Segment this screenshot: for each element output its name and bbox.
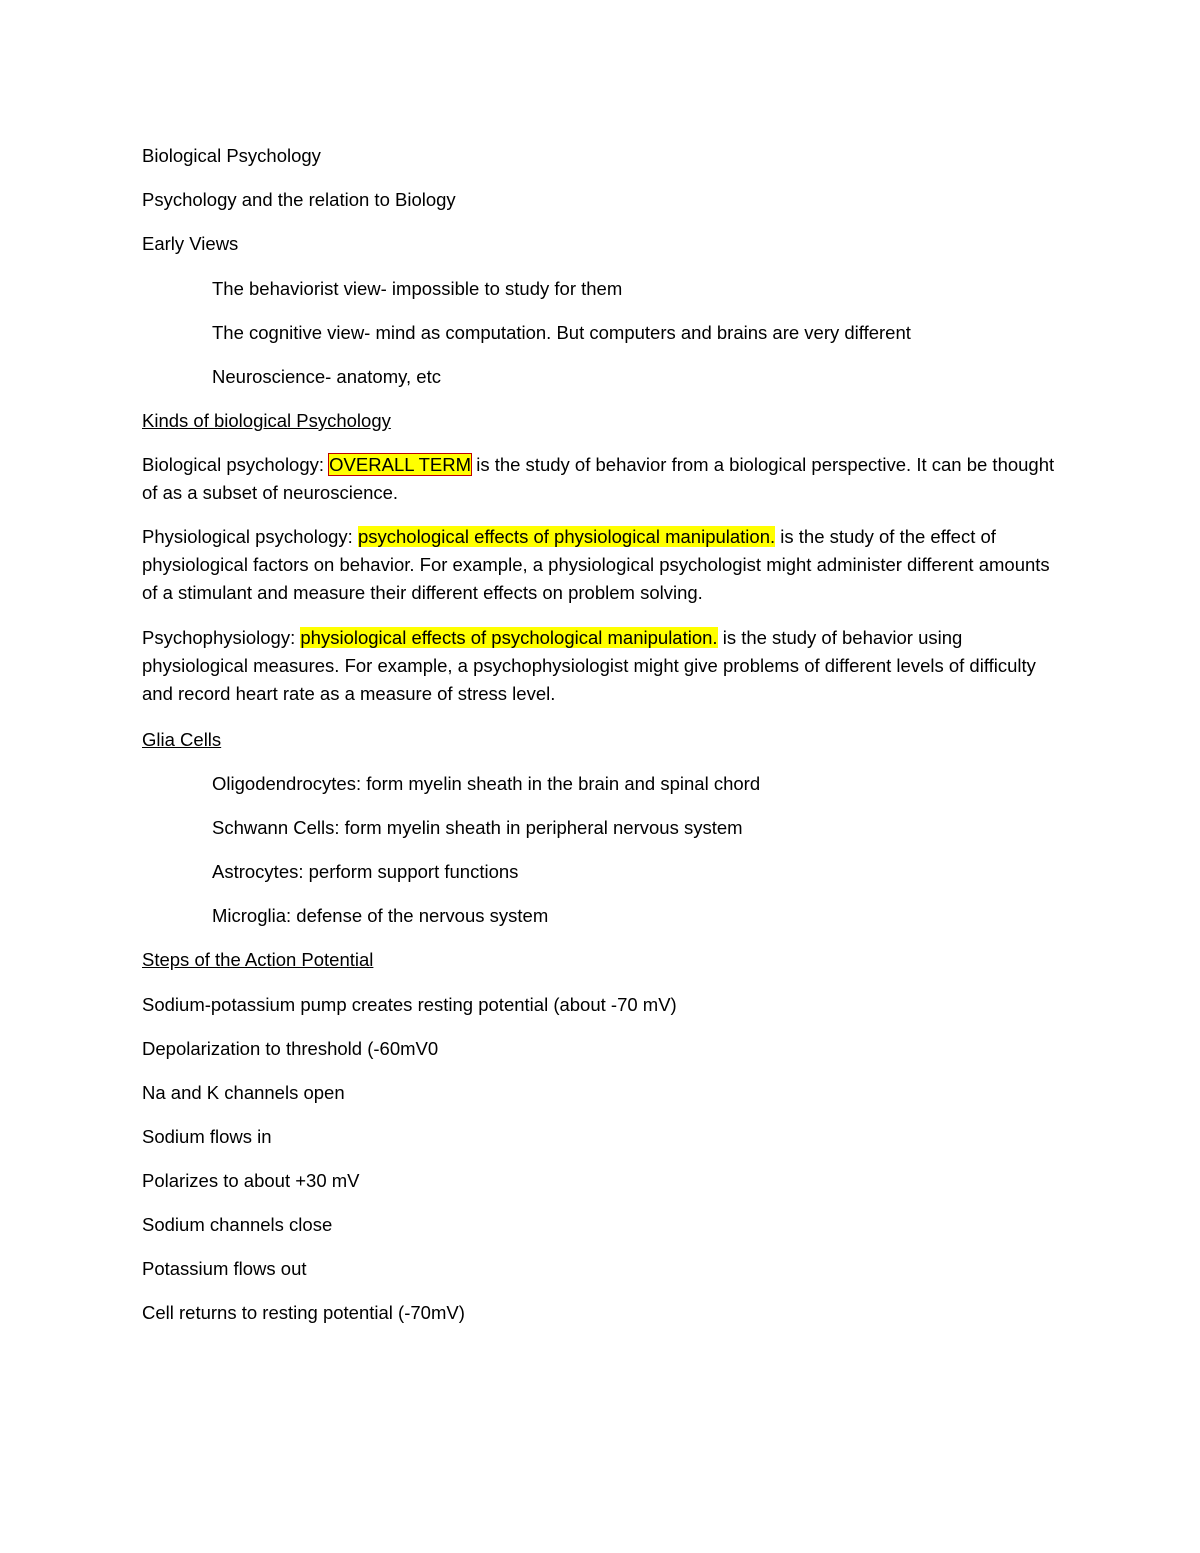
action-potential-step: Sodium channels close — [142, 1214, 333, 1235]
action-potential-step: Potassium flows out — [142, 1258, 307, 1279]
early-view-item: The cognitive view- mind as computation. But computers and brains are very different — [212, 322, 911, 343]
glia-heading: Glia Cells — [142, 729, 222, 750]
action-potential-heading: Steps of the Action Potential — [142, 949, 374, 970]
early-view-item: The behaviorist view- impossible to study for them — [212, 278, 623, 299]
glia-item: Microglia: defense of the nervous system — [212, 905, 549, 926]
document-title: Biological Psychology — [142, 145, 321, 166]
glia-item: Schwann Cells: form myelin sheath in peripheral nervous system — [212, 817, 743, 838]
highlighted-term: OVERALL TERM — [329, 454, 472, 475]
action-potential-step: Na and K channels open — [142, 1082, 345, 1103]
early-view-item: Neuroscience- anatomy, etc — [212, 366, 441, 387]
definition-text: is the study of behavior from a biological perspective. It can be thought of as a subset of neuroscience. — [142, 454, 1055, 503]
kinds-heading: Kinds of biological Psychology — [142, 410, 391, 431]
action-potential-step: Depolarization to threshold (-60mV0 — [142, 1038, 439, 1059]
action-potential-step: Polarizes to about +30 mV — [142, 1170, 360, 1191]
definition-text: is the study of the effect of physiological factors on behavior. For example, a physiological psychologist might administer different amounts of a stimulant and measure their different effects on problem solving. — [142, 526, 1050, 603]
term-label: Biological psychology: — [142, 454, 330, 475]
glia-item: Oligodendrocytes: form myelin sheath in the brain and spinal chord — [212, 773, 761, 794]
highlighted-term: psychological effects of physiological manipulation. — [357, 526, 776, 547]
term-label: Psychophysiology: — [142, 627, 301, 648]
glia-item: Astrocytes: perform support functions — [212, 861, 519, 882]
biological-psychology-paragraph — [142, 451, 1062, 507]
highlighted-term: physiological effects of psychological manipulation. — [300, 627, 718, 648]
term-label: Physiological psychology: — [142, 526, 358, 547]
early-views-heading: Early Views — [142, 233, 239, 254]
action-potential-step: Sodium-potassium pump creates resting potential (about -70 mV) — [142, 994, 677, 1015]
psychophysiology-paragraph — [142, 624, 1062, 708]
action-potential-step: Cell returns to resting potential (-70mV) — [142, 1302, 465, 1323]
definition-text: is the study of behavior using physiological measures. For example, a psychophysiologist might give problems of different levels of difficulty and record heart rate as a measure of stress level. — [142, 627, 1036, 704]
action-potential-step: Sodium flows in — [142, 1126, 272, 1147]
document-subtitle: Psychology and the relation to Biology — [142, 189, 456, 210]
physiological-psychology-paragraph — [142, 523, 1062, 607]
